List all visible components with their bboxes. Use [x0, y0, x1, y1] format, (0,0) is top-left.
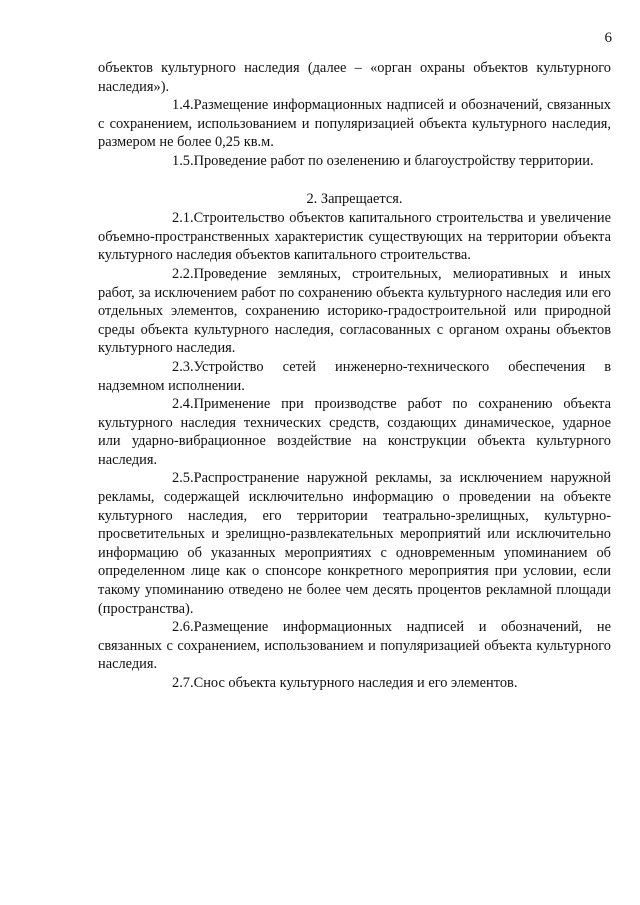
- clause-number: 1.5.: [172, 152, 194, 169]
- clause-number: 2.3.: [172, 358, 194, 375]
- clause-2-5: [98, 469, 611, 618]
- clause-text: Распространение наружной рекламы, за исключением наружной рекламы, содержащей исключительно информацию о проведении на объекте культурного наследия, его территории театрально-зрелищных, культурно-просветительных и зрелищно-развлекательных мероприятий или исключительно информацию об указанных мероприятиях с одновременным упоминанием об определенном лице как о спонсоре конкретного мероприятия при условии, если такому упоминанию отведено не более чем десять процентов рекламной площади (пространства).: [98, 470, 611, 617]
- clause-text: Проведение работ по озеленению и благоустройству территории.: [193, 152, 594, 169]
- clause-text: Размещение информационных надписей и обозначений, связанных с сохранением, использованием и популяризацией объекта культурного наследия, размером не более 0,25 кв.м.: [98, 97, 611, 151]
- clause-2-1: [98, 209, 611, 265]
- clause-2-3: [98, 358, 611, 395]
- clause-text: Проведение земляных, строительных, мелиоративных и иных работ, за исключением работ по сохранению объекта культурного наследия или его отдельных элементов, сохранению историко-градостроительной или природной среды объекта культурного наследия, согласованных с органом охраны объектов культурного наследия.: [98, 265, 611, 357]
- clause-2-7: [98, 674, 611, 693]
- clause-2-4: [98, 395, 611, 469]
- clause-number: 2.2.: [172, 265, 194, 282]
- clause-text: Устройство сетей инженерно-технического обеспечения в надземном исполнении.: [98, 358, 611, 394]
- page-number: 6: [604, 30, 612, 46]
- clause-text: Применение при производстве работ по сохранению объекта культурного наследия технических средств, создающих динамическое, ударное или ударно-вибрационное воздействие на конструкции объекта культурного наследия.: [98, 396, 611, 468]
- clause-1-4: [98, 96, 611, 152]
- clause-text: Размещение информационных надписей и обозначений, не связанных с сохранением, использованием и популяризацией объекта культурного наследия.: [98, 619, 611, 673]
- clause-text: Снос объекта культурного наследия и его элементов.: [193, 675, 518, 691]
- clause-number: 2.6.: [172, 619, 194, 636]
- clause-number: 1.4.: [172, 97, 194, 114]
- section-2-heading: 2. Запрещается.: [306, 190, 403, 207]
- intro-paragraph: объектов культурного наследия (далее – «орган охраны объектов культурного наследия»).: [98, 60, 611, 95]
- clause-1-5: [98, 152, 611, 171]
- clause-2-6: [98, 618, 611, 674]
- clause-text: Строительство объектов капитального строительства и увеличение объемно-пространственных характеристик существующих на территории объекта культурного наследия объектов капитального строительства.: [98, 210, 611, 264]
- clause-number: 2.7.: [172, 675, 194, 691]
- clause-number: 2.4.: [172, 396, 194, 413]
- document-body: [98, 59, 611, 693]
- clause-number: 2.5.: [172, 470, 194, 487]
- clause-number: 2.1.: [172, 210, 194, 227]
- clause-2-2: [98, 265, 611, 358]
